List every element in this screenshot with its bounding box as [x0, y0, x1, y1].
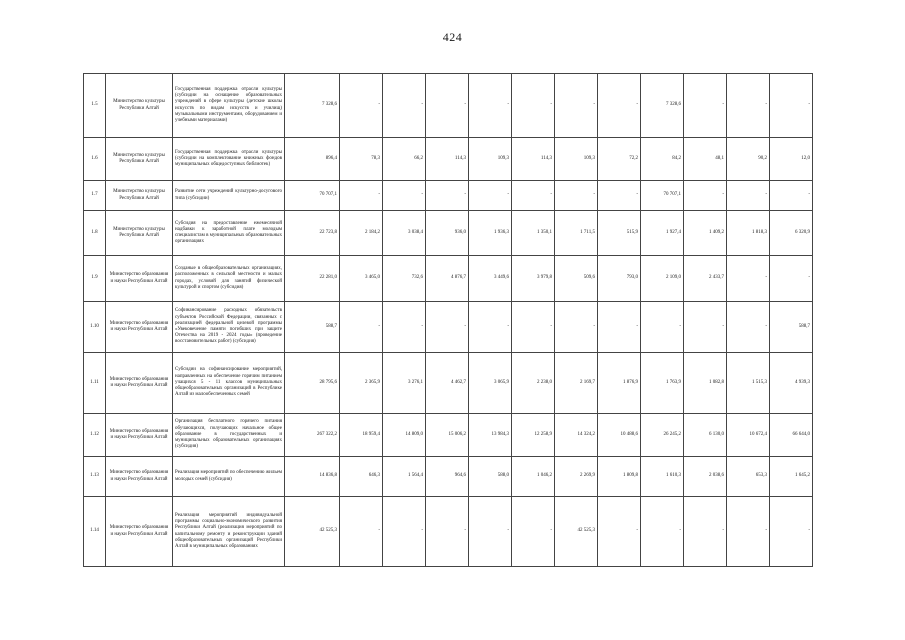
value-cell: 1 046,2 [512, 457, 555, 497]
value-cell: 109,3 [469, 138, 512, 181]
value-cell: 6 320,9 [770, 211, 813, 256]
value-cell: 515,9 [598, 211, 641, 256]
value-cell: - [469, 74, 512, 138]
value-cell: 12 258,9 [512, 414, 555, 457]
value-cell: 646,3 [340, 457, 383, 497]
executor-cell: Министерство образования и науки Республики Алтай [106, 256, 173, 302]
description-cell: Реализация мероприятий индивидуальной программы социально-экономического развития Республики Алтай (реализация мероприятий по капитальному ремонту и реконструкции зданий общеобразовательных организаций Республики Алтай в муниципальных образованиях [173, 497, 285, 567]
value-cell: - [641, 497, 684, 567]
row-number-cell: 1.10 [84, 302, 106, 353]
value-cell: - [598, 181, 641, 211]
value-cell: 42 525,3 [555, 497, 598, 567]
executor-cell: Министерство культуры Республики Алтай [106, 74, 173, 138]
value-cell: 793,0 [598, 256, 641, 302]
value-cell: 1 763,9 [641, 353, 684, 414]
value-cell: - [383, 497, 426, 567]
table-row [84, 181, 813, 211]
total-value-cell: 28 795,6 [285, 353, 340, 414]
value-cell: 48,1 [684, 138, 727, 181]
value-cell: - [383, 74, 426, 138]
value-cell: - [770, 497, 813, 567]
value-cell: 3 276,1 [383, 353, 426, 414]
value-cell: - [641, 302, 684, 353]
value-cell: 1 809,8 [598, 457, 641, 497]
value-cell: 3 979,8 [512, 256, 555, 302]
value-cell: 2 238,0 [512, 353, 555, 414]
value-cell: - [770, 181, 813, 211]
executor-cell: Министерство образования и науки Республики Алтай [106, 457, 173, 497]
executor-cell: Министерство образования и науки Республики Алтай [106, 414, 173, 457]
description-cell: Созданые в общеобразовательных организациях, расположенных в сельской местности и малых городах, условий для занятий физической культурой и спортом (субсидия) [173, 256, 285, 302]
value-cell: 1 711,5 [555, 211, 598, 256]
description-cell: Развитие сети учреждений культурно-досугового типа (субсидии) [173, 181, 285, 211]
value-cell: - [727, 74, 770, 138]
value-cell: - [598, 302, 641, 353]
total-value-cell: 22 281,0 [285, 256, 340, 302]
executor-cell: Министерство культуры Республики Алтай [106, 211, 173, 256]
budget-table [83, 73, 813, 567]
value-cell: 1 610,3 [641, 457, 684, 497]
value-cell: 4 876,7 [426, 256, 469, 302]
value-cell: 2 109,0 [641, 256, 684, 302]
value-cell: - [426, 497, 469, 567]
row-number-cell: 1.12 [84, 414, 106, 457]
value-cell: - [770, 74, 813, 138]
value-cell: 72,2 [598, 138, 641, 181]
description-cell: Софинансирование расходных обязательств субъектов Российской Федерации, связанных с реализацией федеральной целевой программы «Увековечение памяти погибших при защите Отечества на 2019 - 2024 годы» (проведение восстановительных работ) (субсидия) [173, 302, 285, 353]
row-number-cell: 1.14 [84, 497, 106, 567]
executor-cell: Министерство образования и науки Республики Алтай [106, 497, 173, 567]
value-cell: - [512, 74, 555, 138]
value-cell: 1 082,8 [684, 353, 727, 414]
value-cell: 1 876,9 [598, 353, 641, 414]
table-row [84, 414, 813, 457]
value-cell: 70 707,1 [641, 181, 684, 211]
value-cell: - [727, 256, 770, 302]
value-cell: 3 449,6 [469, 256, 512, 302]
value-cell: - [340, 181, 383, 211]
value-cell: - [340, 497, 383, 567]
value-cell: 78,3 [340, 138, 383, 181]
row-number-cell: 1.7 [84, 181, 106, 211]
value-cell: 14 809,0 [383, 414, 426, 457]
value-cell: - [426, 181, 469, 211]
value-cell: - [383, 181, 426, 211]
value-cell: 14 324,2 [555, 414, 598, 457]
value-cell: - [555, 74, 598, 138]
table-row [84, 256, 813, 302]
value-cell: - [512, 181, 555, 211]
value-cell: 7 328,6 [641, 74, 684, 138]
value-cell: - [555, 181, 598, 211]
total-value-cell: 588,7 [285, 302, 340, 353]
total-value-cell: 14 836,8 [285, 457, 340, 497]
value-cell: 2 269,9 [555, 457, 598, 497]
row-number-cell: 1.13 [84, 457, 106, 497]
value-cell: 964,6 [426, 457, 469, 497]
value-cell: 936,0 [426, 211, 469, 256]
total-value-cell: 7 328,6 [285, 74, 340, 138]
value-cell: 1 818,3 [727, 211, 770, 256]
row-number-cell: 1.9 [84, 256, 106, 302]
value-cell: - [684, 302, 727, 353]
value-cell: - [469, 181, 512, 211]
value-cell: - [684, 74, 727, 138]
value-cell: 10 672,4 [727, 414, 770, 457]
value-cell: - [340, 74, 383, 138]
value-cell: 12,0 [770, 138, 813, 181]
table-row [84, 353, 813, 414]
value-cell: - [426, 302, 469, 353]
value-cell: 1 927,4 [641, 211, 684, 256]
value-cell: - [383, 302, 426, 353]
value-cell: - [555, 302, 598, 353]
total-value-cell: 896,4 [285, 138, 340, 181]
value-cell: 13 984,3 [469, 414, 512, 457]
value-cell: - [727, 181, 770, 211]
value-cell: 2 038,6 [684, 457, 727, 497]
value-cell: 2 184,2 [340, 211, 383, 256]
value-cell: 90,2 [727, 138, 770, 181]
value-cell: 2 365,9 [340, 353, 383, 414]
value-cell: - [512, 497, 555, 567]
value-cell: 653,3 [727, 457, 770, 497]
table-row [84, 211, 813, 256]
value-cell: 2 169,7 [555, 353, 598, 414]
description-cell: Субсидии на софинансирование мероприятий, направленных на обеспечение горячим питанием учащихся 5 - 11 классов муниципальных общеобразовательных организаций в Республике Алтай из малообеспеченных семей [173, 353, 285, 414]
table-row [84, 138, 813, 181]
value-cell: 2 433,7 [684, 256, 727, 302]
table-row [84, 74, 813, 138]
value-cell: 109,3 [555, 138, 598, 181]
executor-cell: Министерство образования и науки Республики Алтай [106, 353, 173, 414]
executor-cell: Министерство культуры Республики Алтай [106, 138, 173, 181]
value-cell: 114,3 [512, 138, 555, 181]
value-cell: - [727, 497, 770, 567]
executor-cell: Министерство образования и науки Республики Алтай [106, 302, 173, 353]
value-cell: - [340, 302, 383, 353]
row-number-cell: 1.11 [84, 353, 106, 414]
value-cell: - [684, 181, 727, 211]
table-row [84, 457, 813, 497]
value-cell: - [684, 497, 727, 567]
value-cell: 4 462,7 [426, 353, 469, 414]
row-number-cell: 1.5 [84, 74, 106, 138]
value-cell: 114,3 [426, 138, 469, 181]
value-cell: 18 959,4 [340, 414, 383, 457]
value-cell: - [770, 256, 813, 302]
value-cell: 4 939,3 [770, 353, 813, 414]
value-cell: 66,2 [383, 138, 426, 181]
description-cell: Государственная поддержка отрасли культуры (субсидии на комплектование книжных фондов муниципальных общедоступных библиотек) [173, 138, 285, 181]
row-number-cell: 1.6 [84, 138, 106, 181]
value-cell: 1 409,2 [684, 211, 727, 256]
total-value-cell: 22 723,8 [285, 211, 340, 256]
value-cell: 3 038,4 [383, 211, 426, 256]
value-cell: 1 645,2 [770, 457, 813, 497]
description-cell: Государственная поддержка отрасли культуры (субсидии на оснащение образовательных учреждений в сфере культуры (детские школы искусств по видам искусств и училищ) музыкальными инструментами, оборудованием и учебными материалами) [173, 74, 285, 138]
value-cell: - [512, 302, 555, 353]
value-cell: 26 245,2 [641, 414, 684, 457]
value-cell: 588,7 [770, 302, 813, 353]
description-cell: Субсидия на предоставление ежемесячной надбавки к заработной плате молодым специалистам в муниципальных образовательных организациях [173, 211, 285, 256]
value-cell: 3 465,0 [340, 256, 383, 302]
value-cell: - [727, 302, 770, 353]
value-cell: - [469, 302, 512, 353]
value-cell: - [426, 74, 469, 138]
value-cell: 732,6 [383, 256, 426, 302]
value-cell: 15 006,2 [426, 414, 469, 457]
value-cell: 1 515,3 [727, 353, 770, 414]
description-cell: Организация бесплатного горячего питания обучающихся, получающих начальное общее образование в государственных и муниципальных образовательных организациях (субсидия) [173, 414, 285, 457]
value-cell: 1 564,4 [383, 457, 426, 497]
value-cell: 588,0 [469, 457, 512, 497]
value-cell: - [598, 497, 641, 567]
value-cell: 3 065,9 [469, 353, 512, 414]
executor-cell: Министерство культуры Республики Алтай [106, 181, 173, 211]
total-value-cell: 70 707,1 [285, 181, 340, 211]
value-cell: 10 488,6 [598, 414, 641, 457]
total-value-cell: 42 525,3 [285, 497, 340, 567]
total-value-cell: 267 322,2 [285, 414, 340, 457]
value-cell: 6 130,0 [684, 414, 727, 457]
table-row [84, 302, 813, 353]
value-cell: 1 936,3 [469, 211, 512, 256]
value-cell: - [469, 497, 512, 567]
value-cell: 509,6 [555, 256, 598, 302]
value-cell: 1 350,1 [512, 211, 555, 256]
table-row [84, 497, 813, 567]
value-cell: - [598, 74, 641, 138]
value-cell: 66 644,0 [770, 414, 813, 457]
value-cell: 84,2 [641, 138, 684, 181]
row-number-cell: 1.8 [84, 211, 106, 256]
page-number: 424 [442, 30, 463, 44]
description-cell: Реализация мероприятий по обеспечению жильем молодых семей (субсидия) [173, 457, 285, 497]
